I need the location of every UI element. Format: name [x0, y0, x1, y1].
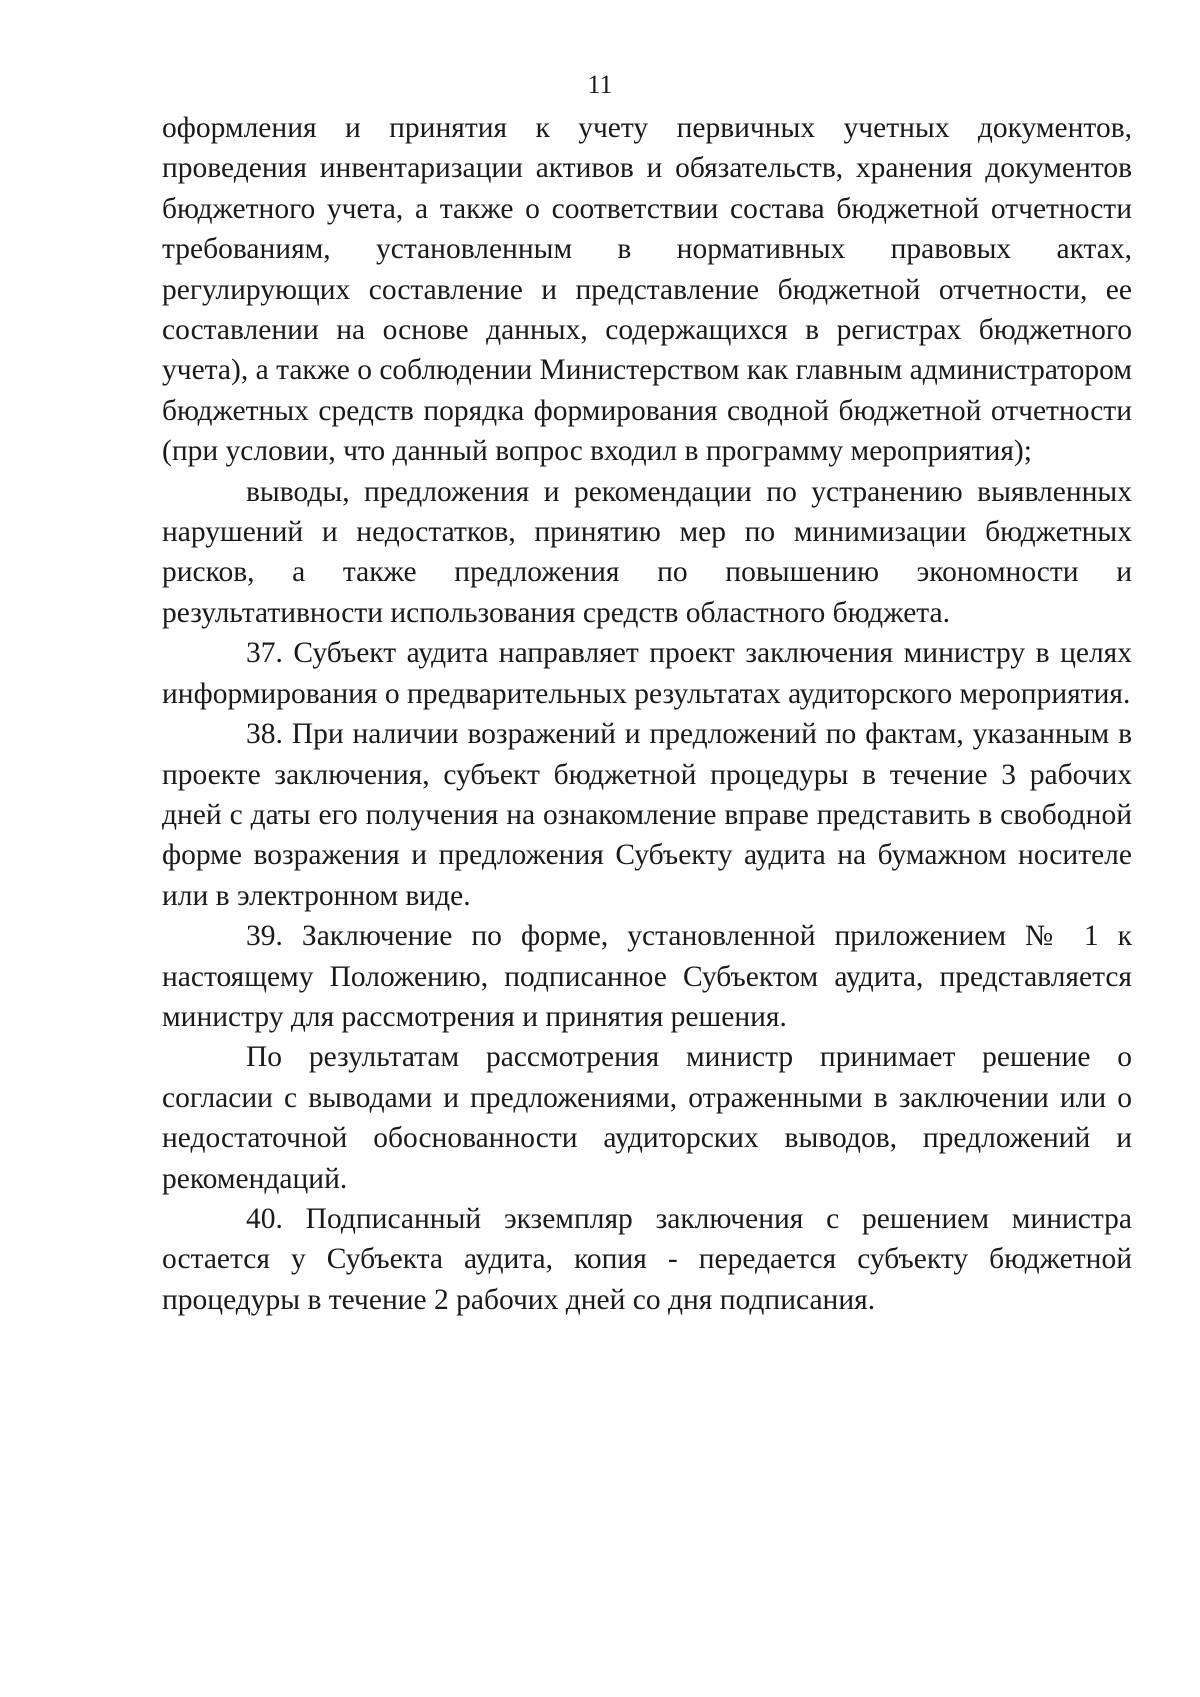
document-body: [162, 108, 1132, 1320]
paragraph-item-38: 38. При наличии возражений и предложений по фактам, указанным в проекте заключения, субъект бюджетной процедуры в течение 3 рабочих дней с даты его получения на ознакомление вправе представить в свободной форме возражения и предложения Субъекту аудита на бумажном носителе или в электронном виде.: [162, 718, 1132, 912]
page-number: 11: [587, 70, 613, 99]
paragraph-decision: По результатам рассмотрения министр принимает решение о согласии с выводами и предложениями, отраженными в заключении или о недостаточной обоснованности аудиторских выводов, предложений и рекомендаций.: [162, 1041, 1132, 1195]
paragraph-item-37: 37. Субъект аудита направляет проект заключения министру в целях информирования о предварительных результатах аудиторского мероприятия.: [162, 637, 1132, 710]
paragraph-item-40: 40. Подписанный экземпляр заключения с решением министра остается у Субъекта аудита, копия - передается субъекту бюджетной процедуры в течение 2 рабочих дней со дня подписания.: [162, 1202, 1132, 1316]
paragraph-item-39: 39. Заключение по форме, установленной приложением № 1 к настоящему Положению, подписанное Субъектом аудита, представляется министру для рассмотрения и принятия решения.: [162, 920, 1132, 1033]
paragraph-continuation: оформления и принятия к учету первичных учетных документов, проведения инвентаризации активов и обязательств, хранения документов бюджетного учета, а также о соответствии состава бюджетной отчетности требованиям, установленным в нормативных правовых актах, регулирующих составление и представление бюджетной отчетности, ее составлении на основе данных, содержащихся в регистрах бюджетного учета), а также о соблюдении Министерством как главным администратором бюджетных средств порядка формирования сводной бюджетной отчетности (при условии, что данный вопрос входил в программу мероприятия);: [162, 112, 1133, 468]
paragraph-conclusions: выводы, предложения и рекомендации по устранению выявленных нарушений и недостатков, принятию мер по минимизации бюджетных рисков, а также предложения по повышению экономности и результативности использования средств областного бюджета.: [162, 475, 1132, 629]
